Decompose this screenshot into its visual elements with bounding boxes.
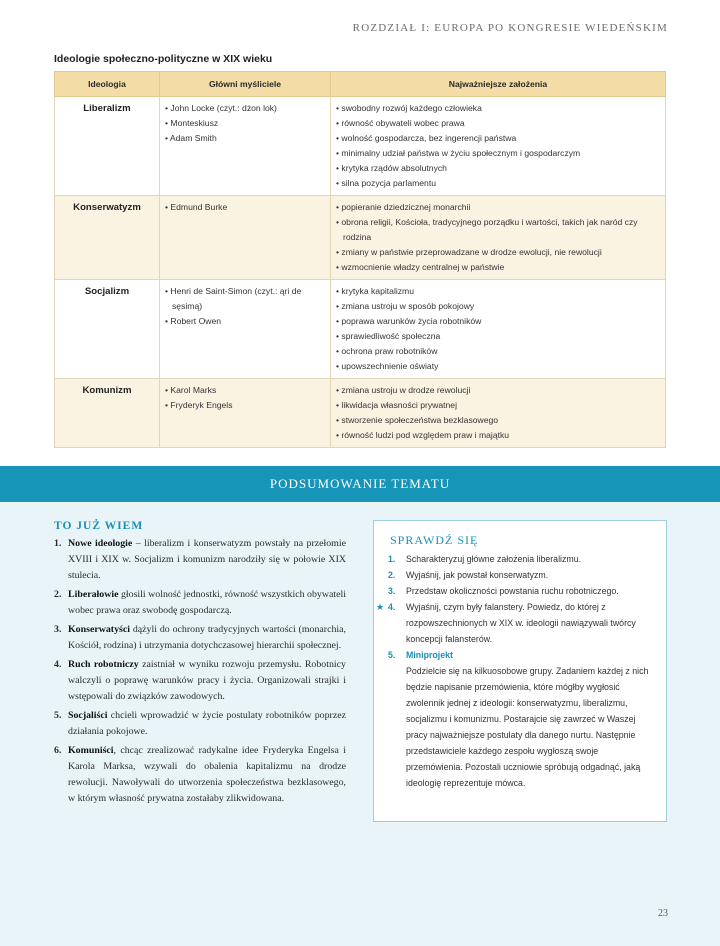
thinkers-cell bbox=[160, 196, 331, 280]
header-thinkers: Główni myśliciele bbox=[160, 72, 331, 97]
item-text: zaistniał w wyniku rozwoju przemysłu. Robotnicy walczyli o poprawę warunków pracy i życia. Organizowali strajki i wstępowali do związków zawodowych. bbox=[68, 659, 346, 702]
item-term: Socjaliści bbox=[68, 710, 108, 721]
check-heading: SPRAWDŹ SIĘ bbox=[390, 533, 479, 547]
principle-item: • upowszechnienie oświaty bbox=[336, 359, 660, 374]
principle-item: • silna pozycja parlamentu bbox=[336, 176, 660, 191]
item-term: Komuniści bbox=[68, 745, 114, 756]
principle-item: • ochrona praw robotników bbox=[336, 344, 660, 359]
known-item bbox=[54, 536, 346, 584]
item-text: , chcąc zrealizować radykalne idee Fryderyka Engelsa i Karola Marksa, wzywali do obalenia kapitalizmu na drodze rewolucji. Nawoływali do utworzenia społeczeństwa bezklasowego, w którym własność prywatna zostałaby zlikwidowana. bbox=[68, 745, 346, 804]
principle-item: • krytyka kapitalizmu bbox=[336, 284, 660, 299]
known-item bbox=[54, 622, 346, 654]
summary-banner: PODSUMOWANIE TEMATU bbox=[0, 466, 720, 502]
task-number: 4. bbox=[388, 602, 396, 612]
task-list bbox=[376, 551, 654, 791]
task-item bbox=[388, 567, 654, 583]
item-text: głosili wolność jednostki, równość wszystkich obywateli wobec prawa oraz swobodę gospodarczą. bbox=[68, 589, 346, 616]
thinker-item: • Fryderyk Engels bbox=[165, 398, 325, 413]
thinkers-cell bbox=[160, 379, 331, 448]
principle-item: • popieranie dziedzicznej monarchii bbox=[336, 200, 660, 215]
table-row-communism bbox=[55, 379, 666, 448]
item-text: dążyli do ochrony tradycyjnych wartości (monarchia, Kościół, rodzina) i utrzymania dotychczasowej hierarchii społecznej. bbox=[68, 624, 346, 651]
principle-item: • sprawiedliwość społeczna bbox=[336, 329, 660, 344]
table-row-conservatism bbox=[55, 196, 666, 280]
item-number: 4. bbox=[54, 659, 62, 670]
thinker-item: • Adam Smith bbox=[165, 131, 325, 146]
task-number: 2. bbox=[388, 570, 396, 580]
principle-item: • równość obywateli wobec prawa bbox=[336, 116, 660, 131]
task-text: Wyjaśnij, jak powstał konserwatyzm. bbox=[406, 570, 549, 580]
principle-item: • wzmocnienie władzy centralnej w państwie bbox=[336, 260, 660, 275]
principle-item: • zmiana ustroju w sposób pokojowy bbox=[336, 299, 660, 314]
thinker-item: • John Locke (czyt.: dżon lok) bbox=[165, 101, 325, 116]
header-principles: Najważniejsze założenia bbox=[331, 72, 666, 97]
principle-item: • równość ludzi pod względem praw i majątku bbox=[336, 428, 660, 443]
principle-item: • zmiany w państwie przeprowadzane w drodze ewolucji, nie rewolucji bbox=[336, 245, 660, 260]
task-text: Podzielcie się na kilkuosobowe grupy. Zadaniem każdej z nich będzie napisanie przemówienia, które mógłby wygłosić zwolennik jednej z ideologii: konserwatyzmu, liberalizmu, socjalizmu i komunizmu. Postarajcie się zawrzeć w Waszej pracy najważniejsze postulaty dla danego nurtu. Następnie przedstawiciele każdego zespołu wygłoszą swoje przemówienia. Pozostali uczniowie spróbują odgadnąć, jaką ideologię reprezentuje mówca. bbox=[406, 666, 649, 788]
principle-item: • zmiana ustroju w drodze rewolucji bbox=[336, 383, 660, 398]
page-number: 23 bbox=[658, 908, 668, 919]
known-item bbox=[54, 657, 346, 705]
principles-cell bbox=[331, 97, 666, 196]
table-title: Ideologie społeczno-polityczne w XIX wieku bbox=[54, 53, 273, 65]
principles-cell bbox=[331, 379, 666, 448]
table-row-liberalism bbox=[55, 97, 666, 196]
task-item bbox=[388, 583, 654, 599]
task-text: Scharakteryzuj główne założenia liberalizmu. bbox=[406, 554, 582, 564]
item-number: 2. bbox=[54, 589, 62, 600]
principle-item: • krytyka rządów absolutnych bbox=[336, 161, 660, 176]
principle-item: • swobodny rozwój każdego człowieka bbox=[336, 101, 660, 116]
table-header-row bbox=[55, 72, 666, 97]
thinkers-cell bbox=[160, 97, 331, 196]
principle-item: • poprawa warunków życia robotników bbox=[336, 314, 660, 329]
task-number: 5. bbox=[388, 650, 396, 660]
item-number: 1. bbox=[54, 538, 62, 549]
ideologies-table bbox=[54, 71, 666, 448]
thinker-item: • Monteskiusz bbox=[165, 116, 325, 131]
task-item bbox=[388, 647, 654, 791]
task-number: 3. bbox=[388, 586, 396, 596]
item-number: 3. bbox=[54, 624, 62, 635]
ideology-name: Komunizm bbox=[55, 379, 160, 448]
item-text: – liberalizm i konserwatyzm powstały na przełomie XVIII i XIX w. Socjalizm i komunizm narodziły się w połowie XIX stulecia. bbox=[68, 538, 346, 581]
miniproject-label: Miniprojekt bbox=[406, 650, 453, 660]
running-head: ROZDZIAŁ I: EUROPA PO KONGRESIE WIEDEŃSKIM bbox=[352, 22, 668, 34]
principle-item: • minimalny udział państwa w życiu społecznym i gospodarczym bbox=[336, 146, 660, 161]
known-item bbox=[54, 708, 346, 740]
principles-cell bbox=[331, 196, 666, 280]
header-ideology: Ideologia bbox=[55, 72, 160, 97]
item-term: Ruch robotniczy bbox=[68, 659, 139, 670]
item-term: Liberałowie bbox=[68, 589, 119, 600]
table-row-socialism bbox=[55, 280, 666, 379]
item-number: 5. bbox=[54, 710, 62, 721]
thinkers-cell bbox=[160, 280, 331, 379]
item-number: 6. bbox=[54, 745, 62, 756]
principle-item: • obrona religii, Kościoła, tradycyjnego porządku i wartości, takich jak naród czy rodzina bbox=[336, 215, 660, 245]
thinker-item: • Edmund Burke bbox=[165, 200, 325, 215]
known-list bbox=[54, 536, 346, 810]
item-text: chcieli wprowadzić w życie postulaty robotników poprzez działania pokojowe. bbox=[68, 710, 346, 737]
check-yourself-box bbox=[373, 520, 667, 822]
known-item bbox=[54, 743, 346, 807]
ideology-name: Socjalizm bbox=[55, 280, 160, 379]
ideology-name: Liberalizm bbox=[55, 97, 160, 196]
principle-item: • likwidacja własności prywatnej bbox=[336, 398, 660, 413]
principle-item: • wolność gospodarcza, bez ingerencji państwa bbox=[336, 131, 660, 146]
task-item bbox=[388, 551, 654, 567]
thinker-item: • Henri de Saint-Simon (czyt.: ąri de sęsimą) bbox=[165, 284, 325, 314]
item-term: Nowe ideologie bbox=[68, 538, 133, 549]
principles-cell bbox=[331, 280, 666, 379]
principle-item: • stworzenie społeczeństwa bezklasowego bbox=[336, 413, 660, 428]
task-text: Przedstaw okoliczności powstania ruchu robotniczego. bbox=[406, 586, 619, 596]
task-number: 1. bbox=[388, 554, 396, 564]
task-item bbox=[376, 599, 654, 647]
task-text: Wyjaśnij, czym były falanstery. Powiedz, do której z rozpowszechnionych w XIX w. ideologii nawiązywali twórcy koncepcji falansterów. bbox=[406, 602, 636, 644]
thinker-item: • Robert Owen bbox=[165, 314, 325, 329]
known-heading: TO JUŻ WIEM bbox=[54, 520, 144, 532]
item-term: Konserwatyści bbox=[68, 624, 130, 635]
known-item bbox=[54, 587, 346, 619]
star-icon: ★ bbox=[376, 602, 385, 612]
ideology-name: Konserwatyzm bbox=[55, 196, 160, 280]
thinker-item: • Karol Marks bbox=[165, 383, 325, 398]
